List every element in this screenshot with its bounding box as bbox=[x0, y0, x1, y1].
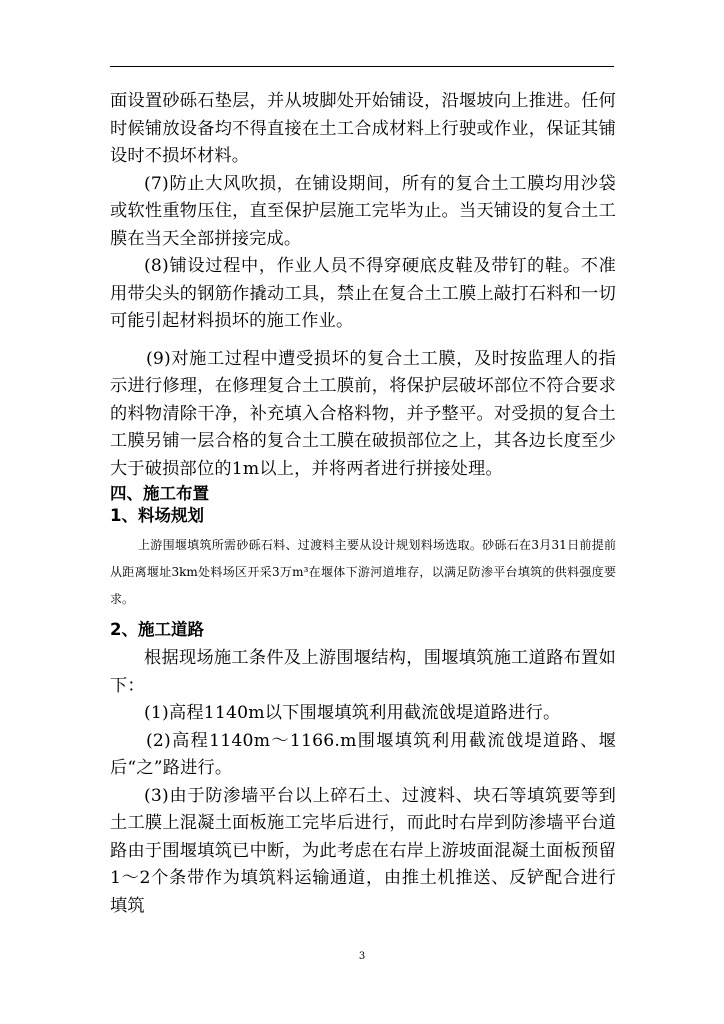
paragraph-road-intro: 根据现场施工条件及上游围堰结构，围堰填筑施工道路布置如下： bbox=[110, 648, 616, 696]
paragraph-damage-repair: (9)对施工过程中遭受损坏的复合土工膜，及时按监理人的指示进行修理，在修理复合土工膜前，将保护层破坏部位不符合要求的料物清除干净，补充填入合格料物，并予整平。对受损的复合土工膜另铺一层合格的复合土工膜在破损部位之上，其各边长度至少大于破损部位的1m以上，并将两者进行拼接处理。 bbox=[110, 348, 616, 479]
list-item-road-2: (2)高程1140m～1166.m围堰填筑利用截流戗堤道路、堰后“之”路进行。 bbox=[110, 730, 616, 778]
paragraph-geotextile-laying: 面设置砂砾石垫层，并从坡脚处开始铺设，沿堰坡向上推进。任何时候铺放设备均不得直接在土工合成材料上行驶或作业，保证其铺设时不损坏材料。 bbox=[110, 91, 616, 166]
list-item-road-1: (1)高程1140m以下围堰填筑利用截流戗堤道路进行。 bbox=[144, 703, 561, 723]
page-number: 3 bbox=[358, 951, 366, 962]
subheading-construction-roads: 2、施工道路 bbox=[110, 620, 204, 639]
paragraph-worker-footwear: (8)铺设过程中，作业人员不得穿硬底皮鞋及带钉的鞋。不准用带尖头的钢筋作撬动工具，禁止在复合土工膜上敲打石料和一切可能引起材料损坏的施工作业。 bbox=[110, 256, 616, 331]
list-item-road-3: (3)由于防渗墙平台以上碎石土、过渡料、块石等填筑要等到土工膜上混凝土面板施工完毕后进行，而此时右岸到防渗墙平台道路由于围堰填筑已中断，为此考虑在右岸上游坡面混凝土面板预留1～2个条带作为填筑料运输通道，由推土机推送、反铲配合进行填筑 bbox=[110, 785, 616, 916]
page-body bbox=[110, 88, 616, 920]
header-rule bbox=[110, 66, 614, 67]
paragraph-wind-protection: (7)防止大风吹损，在铺设期间，所有的复合土工膜均用沙袋或软性重物压住，直至保护层施工完毕为止。当天铺设的复合土工膜在当天全部拼接完成。 bbox=[110, 173, 616, 249]
subheading-stockyard-planning: 1、料场规划 bbox=[110, 506, 204, 525]
section-heading-construction-layout: 四、施工布置 bbox=[110, 484, 209, 503]
paragraph-stockyard-planning: 上游围堰填筑所需砂砾石料、过渡料主要从设计规划料场选取。砂砾石在3月31日前提前从距离堰址3km处料场区开采3万m³在堰体下游河道堆存，以满足防渗平台填筑的供料强度要求。 bbox=[110, 538, 616, 606]
